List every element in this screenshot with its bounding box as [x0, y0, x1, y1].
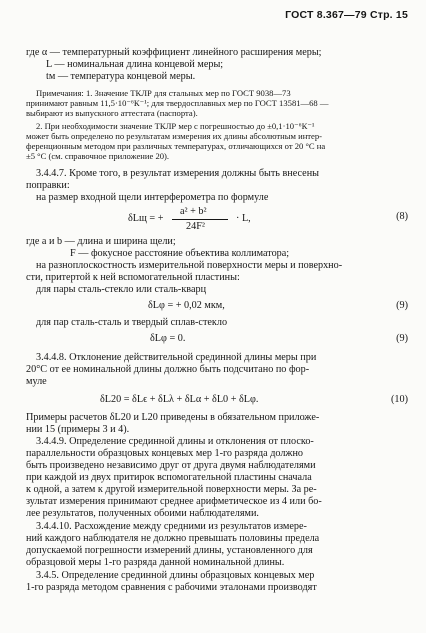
text-line: быть произведено независимо друг от друга двумя наблюдателями	[26, 460, 316, 471]
note-line: 2. При необходимости значение ТКЛР мер с погрешностью до ±0,1·10⁻⁶К⁻¹	[36, 121, 315, 131]
note-line: ±5 °С (см. справочное приложение 20).	[26, 151, 170, 161]
note-line: ференционным методом при различных температурах, отличающихся от 20 °С на	[26, 141, 326, 151]
formula-9b-number: (9)	[396, 333, 408, 344]
text-line: 3.4.4.7. Кроме того, в результат измерения должны быть внесены	[36, 168, 319, 179]
formula-10-number: (10)	[391, 394, 408, 405]
formula-10: δL20 = δLϵ + δLλ + δLα + δL0 + δLφ.	[100, 394, 259, 405]
text-line: для пары сталь-стекло или сталь-кварц	[36, 284, 207, 295]
page-header: ГОСТ 8.367—79 Стр. 15	[285, 9, 408, 21]
text-line: лее результатов, полученных обоими наблюдателями.	[26, 508, 259, 519]
text-line: 3.4.4.10. Расхождение между средними из результатов измере-	[36, 521, 307, 532]
formula-8-right: · L,	[236, 213, 251, 224]
text-line: поправки:	[26, 180, 70, 191]
text-line: муле	[26, 376, 47, 387]
note-line: может быть определено по результатам измерения их длины абсолютным интер-	[26, 131, 323, 141]
text-line: где α — температурный коэффициент линейного расширения меры;	[26, 47, 322, 58]
formula-9a-number: (9)	[396, 300, 408, 311]
formula-9a: δLφ = + 0,02 мкм,	[148, 300, 225, 311]
fraction-bar	[172, 219, 228, 220]
text-line: 3.4.4.8. Отклонение действительной срединной длины меры при	[36, 352, 317, 363]
text-line: зультат измерения принимают среднее арифметическое из 4 или бо-	[26, 496, 322, 507]
text-line: для пар сталь-сталь и твердый сплав-стекло	[36, 317, 228, 328]
text-line: 3.4.5. Определение срединной длины образцовых концевых мер	[36, 570, 315, 581]
text-line: где a и b — длина и ширина щели;	[26, 236, 176, 247]
text-line: допускаемой погрешности измерений длины, установленного для	[26, 545, 313, 556]
formula-8-left: δLщ = +	[128, 213, 164, 224]
text-line: на разноплоскостность измерительной поверхности меры и поверхно-	[36, 260, 343, 271]
text-line: при каждой из двух притирок вспомогательной пластины сначала	[26, 472, 312, 483]
text-line: на размер входной щели интерферометра по формуле	[36, 192, 269, 203]
text-line: параллельности образцовых концевых мер 1-го разряда должно	[26, 448, 304, 459]
note-line: принимают равным 11,5·10⁻⁶К⁻¹; для твердосплавных мер по ГОСТ 13581—68 —	[26, 98, 329, 108]
text-line: 20°С от ее номинальной длины должно быть подсчитано по фор-	[26, 364, 310, 375]
text-line: tм — температура концевой меры.	[46, 71, 196, 82]
text-line: L — номинальная длина концевой меры;	[46, 59, 224, 70]
formula-8-numerator: a² + b²	[180, 206, 207, 217]
formula-8-number: (8)	[396, 211, 408, 222]
text-line: F — фокусное расстояние объектива коллиматора;	[70, 248, 290, 259]
text-line: 3.4.4.9. Определение срединной длины и отклонения от плоско-	[36, 436, 314, 447]
text-line: 1-го разряда методом сравнения с рабочими эталонами производят	[26, 582, 317, 593]
text-line: образцовой меры 1-го разряда данной номинальной длины.	[26, 557, 285, 568]
text-line: нии 15 (примеры 3 и 4).	[26, 424, 130, 435]
note-line: выбирают из выпускного аттестата (паспорта).	[26, 108, 198, 118]
text-line: Примеры расчетов δL20 и L20 приведены в обязательном приложе-	[26, 412, 320, 423]
text-line: сти, притертой к ней вспомогательной пластины:	[26, 272, 240, 283]
text-line: ний каждого наблюдателя не должно превышать половины предела	[26, 533, 320, 544]
note-line: Примечания: 1. Значение ТКЛР для стальных мер по ГОСТ 9038—73	[36, 88, 291, 98]
formula-9b: δLφ = 0.	[150, 333, 186, 344]
formula-8-denominator: 24F²	[186, 221, 205, 232]
text-line: к одной, а затем к другой измерительной поверхности меры. За ре-	[26, 484, 317, 495]
